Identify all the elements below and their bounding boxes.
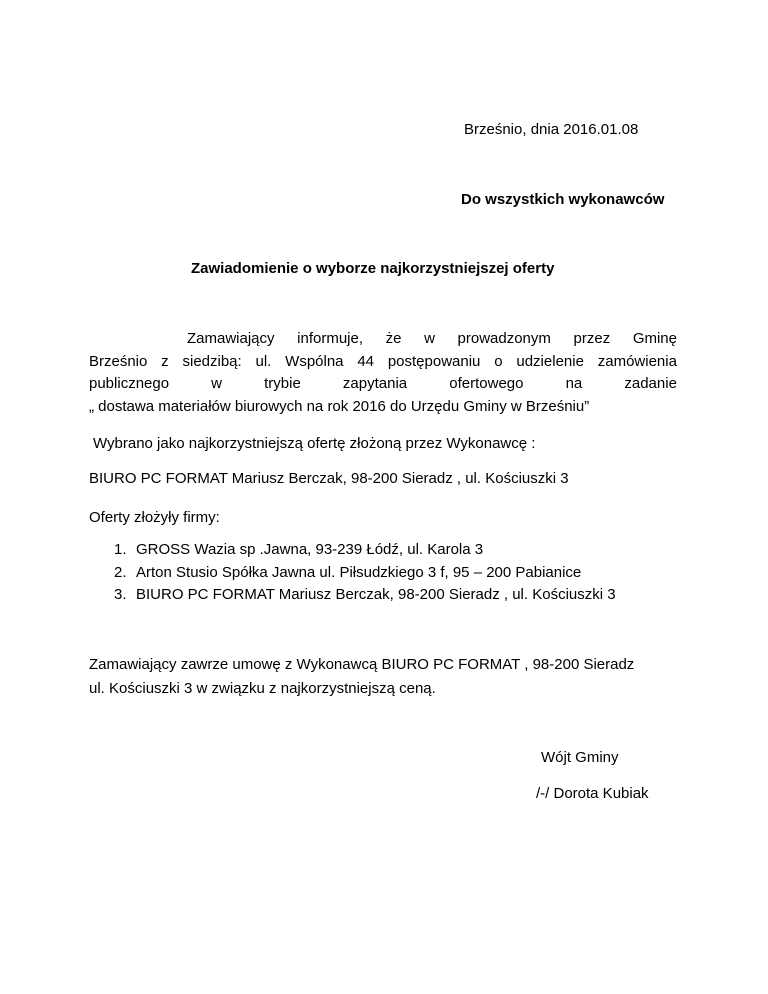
selected-firm: BIURO PC FORMAT Mariusz Berczak, 98-200 Sieradz , ul. Kościuszki 3 bbox=[89, 470, 569, 487]
word: zadanie bbox=[624, 375, 677, 392]
conclusion-line-1: Zamawiający zawrze umowę z Wykonawcą BIURO PC FORMAT , 98-200 Sieradz bbox=[89, 656, 635, 673]
word: postępowaniu bbox=[387, 352, 481, 370]
word: siedzibą: bbox=[182, 352, 242, 370]
signature-title: Wójt Gminy bbox=[541, 749, 619, 766]
word: publicznego bbox=[89, 375, 170, 392]
conclusion-paragraph bbox=[89, 653, 634, 701]
word: przez bbox=[573, 330, 611, 347]
date-line: Brześnio, dnia 2016.01.08 bbox=[464, 121, 639, 138]
word: zapytania bbox=[342, 375, 408, 392]
signature-name: /-/ Dorota Kubiak bbox=[536, 785, 649, 802]
paragraph-line-2 bbox=[89, 351, 677, 374]
list-item bbox=[114, 584, 616, 607]
word: Wspólna bbox=[285, 352, 344, 370]
word: Zamawiający bbox=[187, 330, 275, 347]
word: w bbox=[211, 375, 223, 392]
word: z bbox=[161, 352, 169, 370]
paragraph-line-1 bbox=[187, 328, 677, 351]
word: ofertowego bbox=[449, 375, 524, 392]
word: w bbox=[424, 330, 435, 347]
list-item-text: GROSS Wazia sp .Jawna, 93-239 Łódź, ul. Karola 3 bbox=[136, 541, 484, 558]
word: o bbox=[494, 352, 503, 370]
word: że bbox=[385, 330, 402, 347]
offers-list bbox=[114, 539, 616, 607]
list-item-number: 3. bbox=[114, 586, 127, 603]
word: ul. bbox=[255, 352, 272, 370]
list-item-number: 2. bbox=[114, 563, 127, 581]
word: Gminę bbox=[632, 330, 677, 347]
offers-heading: Oferty złożyły firmy: bbox=[89, 509, 220, 526]
list-item bbox=[114, 562, 616, 585]
word: na bbox=[565, 375, 583, 392]
list-item bbox=[114, 539, 616, 562]
conclusion-line-2: ul. Kościuszki 3 w związku z najkorzystniejszą ceną. bbox=[89, 680, 436, 697]
list-item-number: 1. bbox=[114, 541, 127, 558]
main-paragraph bbox=[89, 328, 677, 418]
selection-intro: Wybrano jako najkorzystniejszą ofertę złożoną przez Wykonawcę : bbox=[93, 435, 536, 452]
word: trybie bbox=[264, 375, 301, 392]
list-item-text: BIURO PC FORMAT Mariusz Berczak, 98-200 Sieradz , ul. Kościuszki 3 bbox=[136, 586, 616, 603]
word: prowadzonym bbox=[457, 330, 551, 347]
word: 44 bbox=[357, 352, 375, 370]
paragraph-line-3 bbox=[89, 373, 677, 396]
addressee: Do wszystkich wykonawców bbox=[461, 191, 665, 208]
word: informuje, bbox=[297, 330, 363, 347]
paragraph-line-4: „ dostawa materiałów biurowych na rok 2016 do Urzędu Gminy w Brześniu” bbox=[89, 397, 590, 415]
word: udzielenie bbox=[516, 352, 584, 370]
word: Brześnio bbox=[89, 352, 148, 370]
document-title: Zawiadomienie o wyborze najkorzystniejszej oferty bbox=[191, 260, 555, 277]
word: zamówienia bbox=[597, 352, 677, 370]
list-item-text: Arton Stusio Spółka Jawna ul. Piłsudzkiego 3 f, 95 – 200 Pabianice bbox=[136, 563, 582, 581]
